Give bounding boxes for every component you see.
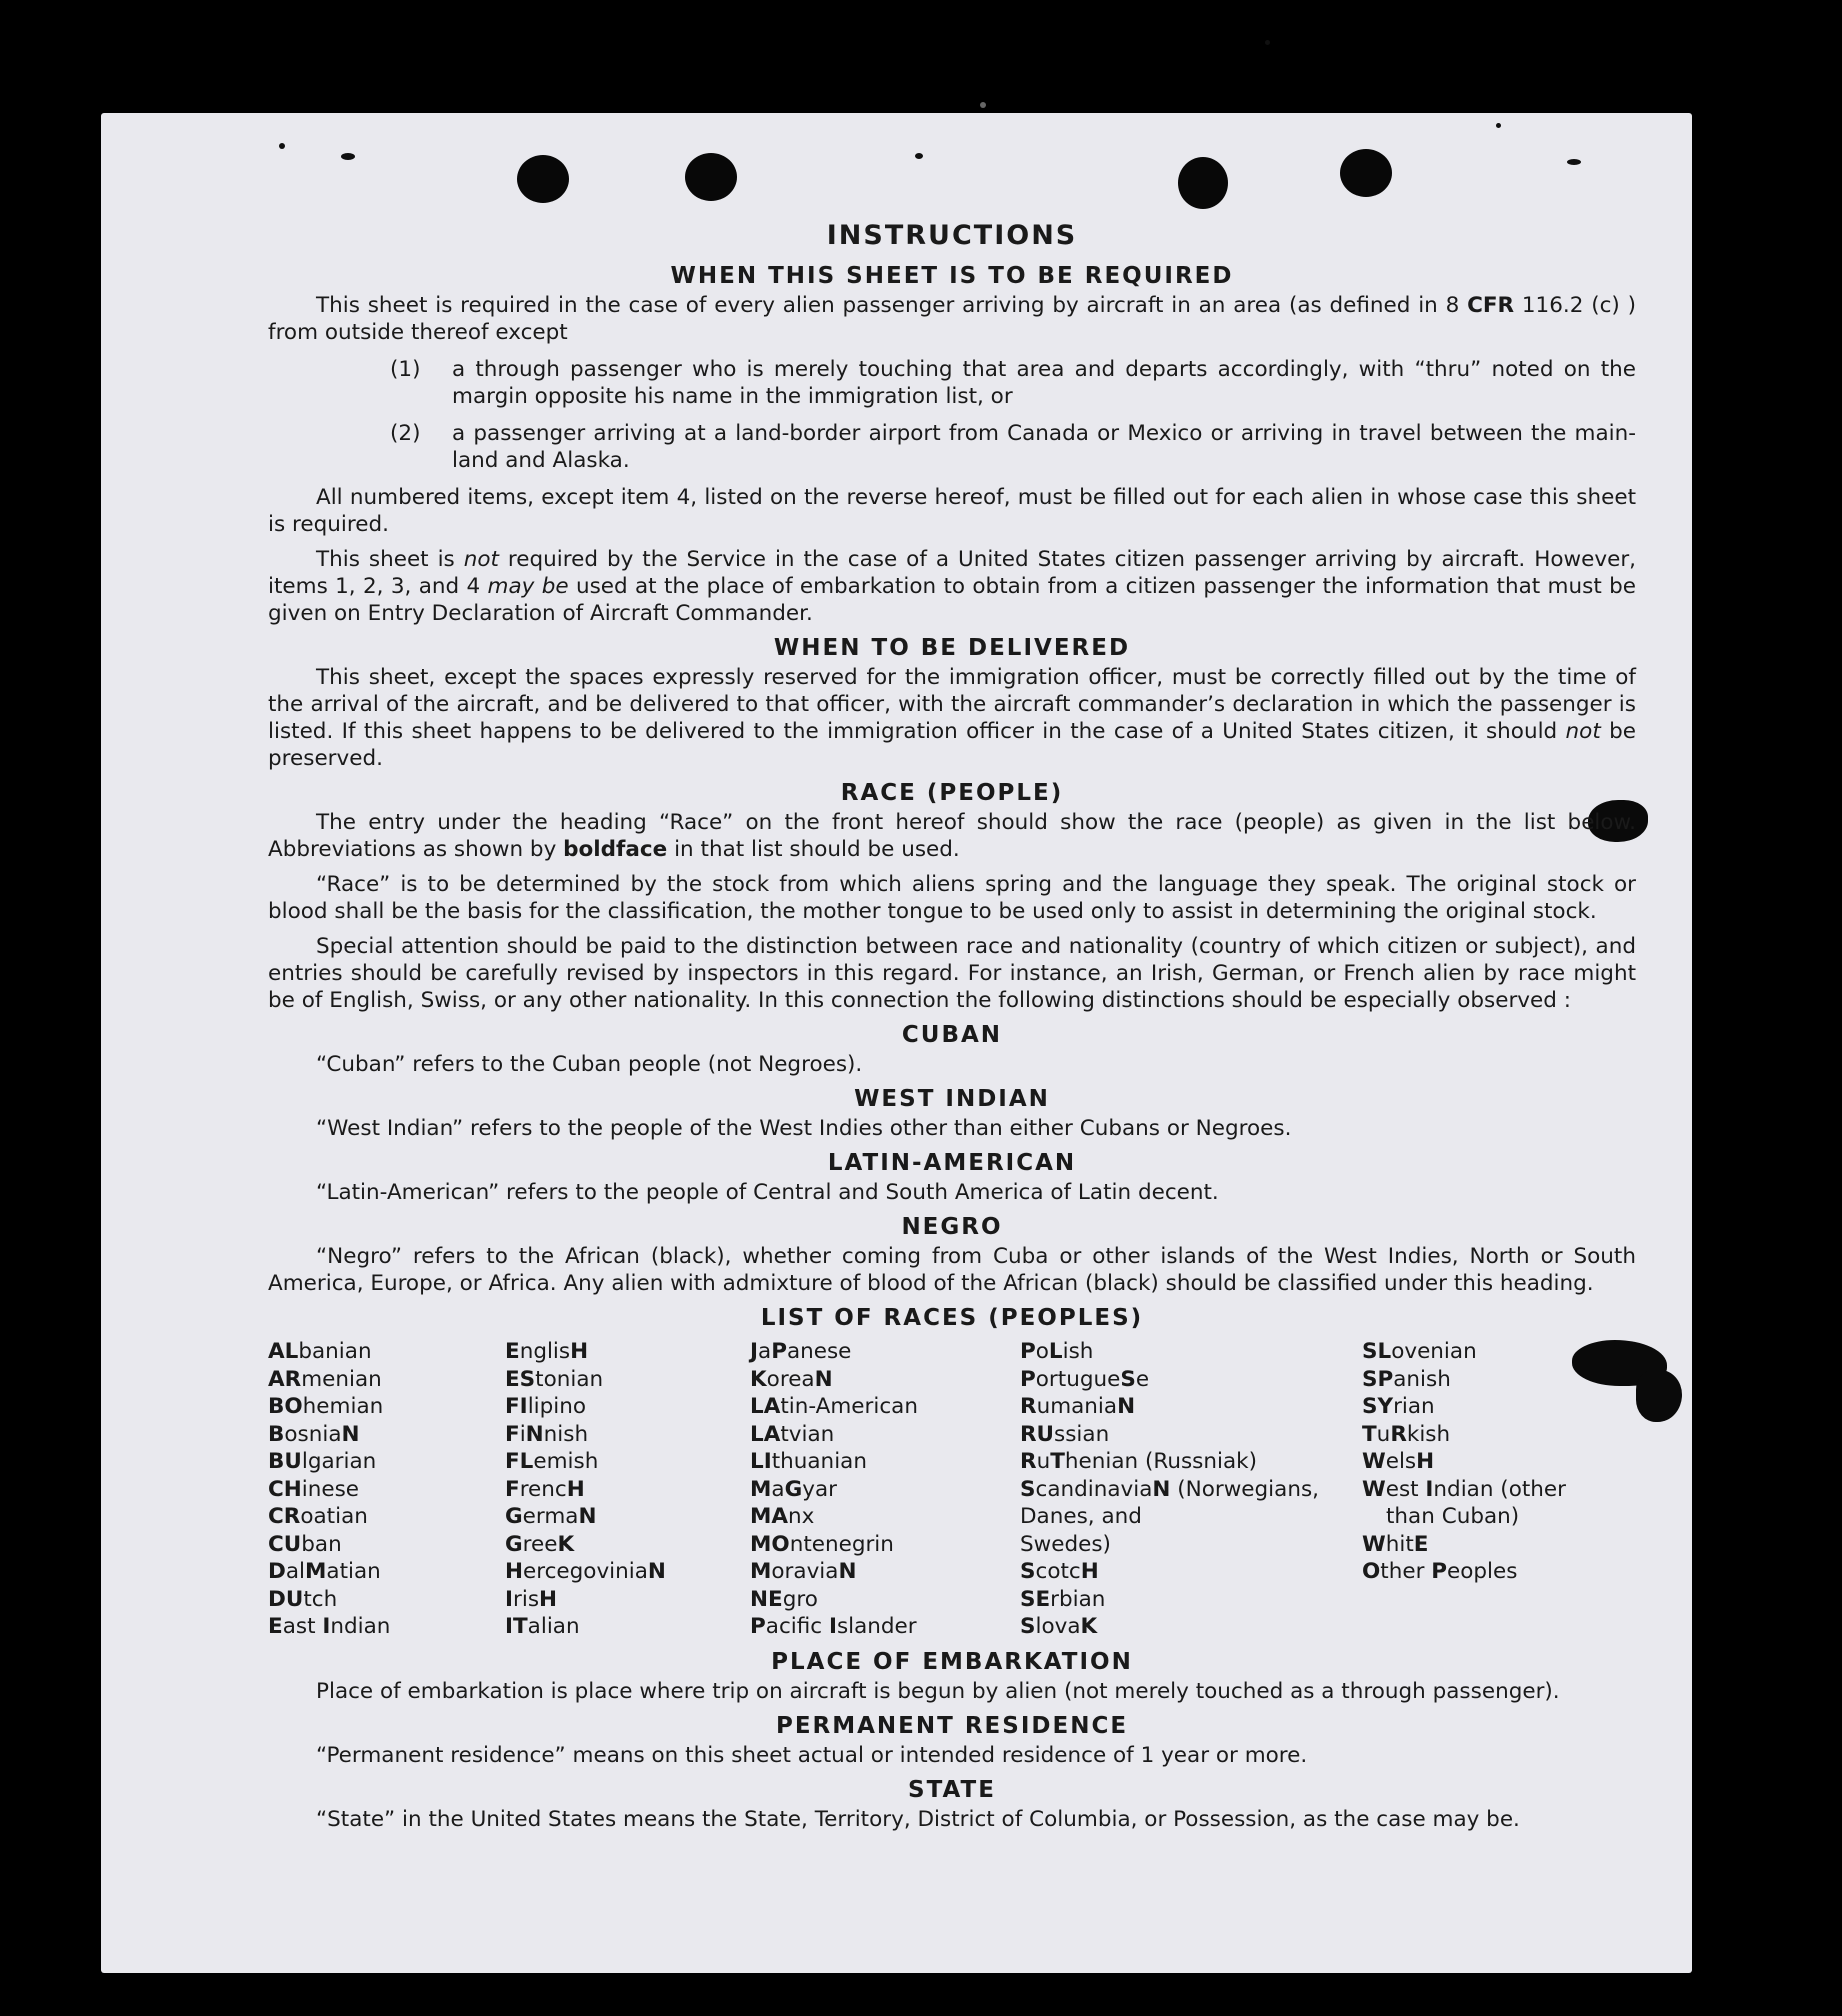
race-entry: FiNnish (505, 1421, 589, 1447)
race-column (1362, 1338, 1632, 1641)
section-heading: STATE (908, 1776, 996, 1803)
race-entry: MOntenegrin (750, 1531, 894, 1557)
section-heading: LATIN-AMERICAN (827, 1150, 1077, 1176)
race-column (505, 1338, 750, 1641)
race-entry: ARmenian (268, 1366, 382, 1392)
ink-speck (980, 102, 986, 108)
race-entry: SlovaK (1020, 1614, 1098, 1639)
paragraph: “Race” is to be determined by the stock from which aliens spring and the language they speak. The original stock or blood shall be the basis for the classification, the mother tongue to be used only to assist in determining the original stock. (268, 872, 1636, 924)
race-entry: DalMatian (268, 1559, 381, 1584)
race-entry: EStonian (505, 1366, 604, 1392)
ink-speck (279, 143, 285, 149)
race-entry: CRoatian (268, 1504, 368, 1529)
paragraph: “West Indian” refers to the people of the West Indies other than either Cubans or Negroes. (316, 1116, 1292, 1141)
race-column (750, 1338, 1020, 1641)
race-entry: SYrian (1362, 1394, 1435, 1419)
race-entry: WhitE (1362, 1531, 1429, 1557)
race-entry: RumaniaN (1020, 1394, 1136, 1419)
race-entry: WelsH (1362, 1449, 1435, 1474)
punch-hole (1340, 149, 1392, 197)
ink-speck (1567, 159, 1581, 165)
race-entry: CHinese (268, 1476, 360, 1502)
ink-speck (1265, 40, 1270, 45)
section-heading: PERMANENT RESIDENCE (775, 1712, 1129, 1739)
paragraph: The entry under the heading “Race” on the front hereof should show the race (people) as given in the list below. Abbreviations as shown by boldface in that list should be used. (268, 810, 1636, 862)
race-column (268, 1338, 505, 1641)
race-entry: TuRkish (1362, 1421, 1451, 1447)
race-entry: PortugueSe (1020, 1366, 1150, 1392)
race-entry: BUlgarian (268, 1449, 377, 1474)
section-heading: WEST INDIAN (854, 1086, 1050, 1112)
section-heading: WHEN TO BE DELIVERED (773, 635, 1131, 661)
race-entry: RuThenian (Russniak) (1020, 1449, 1257, 1474)
race-entry: SLovenian (1362, 1339, 1477, 1364)
race-entry: IrisH (505, 1586, 558, 1612)
paragraph: This sheet, except the spaces expressly reserved for the immigration officer, must be correctly filled out by the time of the arrival of the aircraft, and be delivered to that officer, with the aircraft commander’s declaration in which the passenger is listed. If this sheet happens to be delivered to the immigration officer in the case of a United States citizen, it should not be preserved. (268, 665, 1636, 771)
race-entry: HercegoviniaN (505, 1559, 666, 1584)
paragraph: “Latin-American” refers to the people of Central and South America of Latin decent. (316, 1180, 1219, 1205)
list-item: (1) a through passenger who is merely touching that area and departs accordingly, with “thru” noted on the margin opposite his name in the immigration list, or (390, 357, 1636, 409)
ink-speck (915, 153, 923, 159)
race-entry: EnglisH (505, 1339, 589, 1364)
race-entry: CUban (268, 1531, 342, 1557)
punch-hole (1178, 157, 1228, 209)
list-item: (2) a passenger arriving at a land-border airport from Canada or Mexico or arriving in travel between the main-land and Alaska. (390, 421, 1636, 473)
paragraph: “State” in the United States means the State, Territory, District of Columbia, or Possession, as the case may be. (316, 1806, 1520, 1832)
paragraph: All numbered items, except item 4, listed on the reverse hereof, must be filled out for each alien in whose case this sheet is required. (268, 485, 1636, 537)
race-entry: MaGyar (750, 1476, 837, 1502)
paragraph: Special attention should be paid to the distinction between race and nationality (country of which citizen or subject), and entries should be carefully revised by inspectors in this regard. For instance, an Irish, German, or French alien by race might be of English, Swiss, or any other nationality. In this connection the following distinctions should be especially observed : (268, 934, 1636, 1013)
race-entry: KoreaN (750, 1366, 833, 1392)
race-entry: FIlipino (505, 1394, 587, 1419)
paragraph: “Permanent residence” means on this sheet actual or intended residence of 1 year or more. (316, 1742, 1308, 1768)
race-entry: LAtin-American (750, 1394, 918, 1419)
race-list (268, 1338, 1636, 1641)
race-entry: RUssian (1020, 1421, 1110, 1447)
race-entry: Other Peoples (1362, 1559, 1518, 1584)
paragraph: This sheet is not required by the Service in the case of a United States citizen passenger arriving by aircraft. However, items 1, 2, 3, and 4 may be used at the place of embarkation to obtain from a citizen passenger the information that must be given on Entry Declaration of Aircraft Commander. (268, 547, 1636, 626)
section-heading: RACE (PEOPLE) (840, 780, 1064, 806)
race-entry: ALbanian (268, 1339, 372, 1364)
page-title: INSTRUCTIONS (826, 220, 1078, 251)
race-entry: ITalian (505, 1614, 580, 1639)
race-entry: SErbian (1020, 1586, 1106, 1612)
ink-speck (1496, 123, 1501, 128)
race-entry: FLemish (505, 1449, 599, 1474)
race-entry: GermaN (505, 1504, 597, 1529)
race-entry: MAnx (750, 1504, 815, 1529)
paragraph: This sheet is required in the case of every alien passenger arriving by aircraft in an area (as defined in 8 CFR 116.2 (c) ) from outside thereof except (268, 293, 1636, 345)
race-entry: JaPanese (750, 1339, 852, 1364)
race-entry: BosniaN (268, 1421, 360, 1447)
race-entry: PoLish (1020, 1339, 1094, 1364)
race-entry: ScotcH (1020, 1559, 1099, 1584)
race-entry: SPanish (1362, 1366, 1451, 1392)
race-entry: FrencH (505, 1476, 585, 1502)
race-entry: GreeK (505, 1531, 575, 1557)
paragraph: “Cuban” refers to the Cuban people (not Negroes). (316, 1052, 863, 1077)
ink-speck (341, 153, 355, 160)
race-entry: LAtvian (750, 1421, 835, 1447)
race-entry: NEgro (750, 1586, 818, 1612)
paragraph: Place of embarkation is place where trip on aircraft is begun by alien (not merely touched as a through passenger). (316, 1678, 1560, 1704)
race-entry: LIthuanian (750, 1449, 867, 1474)
punch-hole (685, 153, 737, 201)
race-entry: West Indian (other (1362, 1476, 1566, 1502)
section-heading: PLACE OF EMBARKATION (771, 1648, 1133, 1675)
punch-hole (517, 155, 569, 203)
instructions-content (268, 222, 1636, 1841)
section-heading: CUBAN (901, 1022, 1003, 1048)
race-entry: DUtch (268, 1586, 338, 1612)
section-heading: NEGRO (901, 1214, 1003, 1240)
race-entry: BOhemian (268, 1394, 384, 1419)
race-entry: MoraviaN (750, 1559, 857, 1584)
race-column (1020, 1338, 1362, 1641)
section-heading: LIST OF RACES (PEOPLES) (760, 1305, 1144, 1331)
race-entry: than Cuban) (1386, 1504, 1520, 1529)
race-entry: Pacific Islander (750, 1614, 917, 1639)
race-entry: Swedes) (1020, 1531, 1111, 1557)
section-heading: WHEN THIS SHEET IS TO BE REQUIRED (670, 263, 1234, 289)
paragraph: “Negro” refers to the African (black), whether coming from Cuba or other islands of the West Indies, North or South America, Europe, or Africa. Any alien with admixture of blood of the African (black) should be classified under this heading. (268, 1244, 1636, 1296)
race-entry: East Indian (268, 1614, 391, 1639)
race-entry: Danes, and (1020, 1504, 1142, 1529)
race-entry: ScandinaviaN (Norwegians, (1020, 1476, 1319, 1502)
